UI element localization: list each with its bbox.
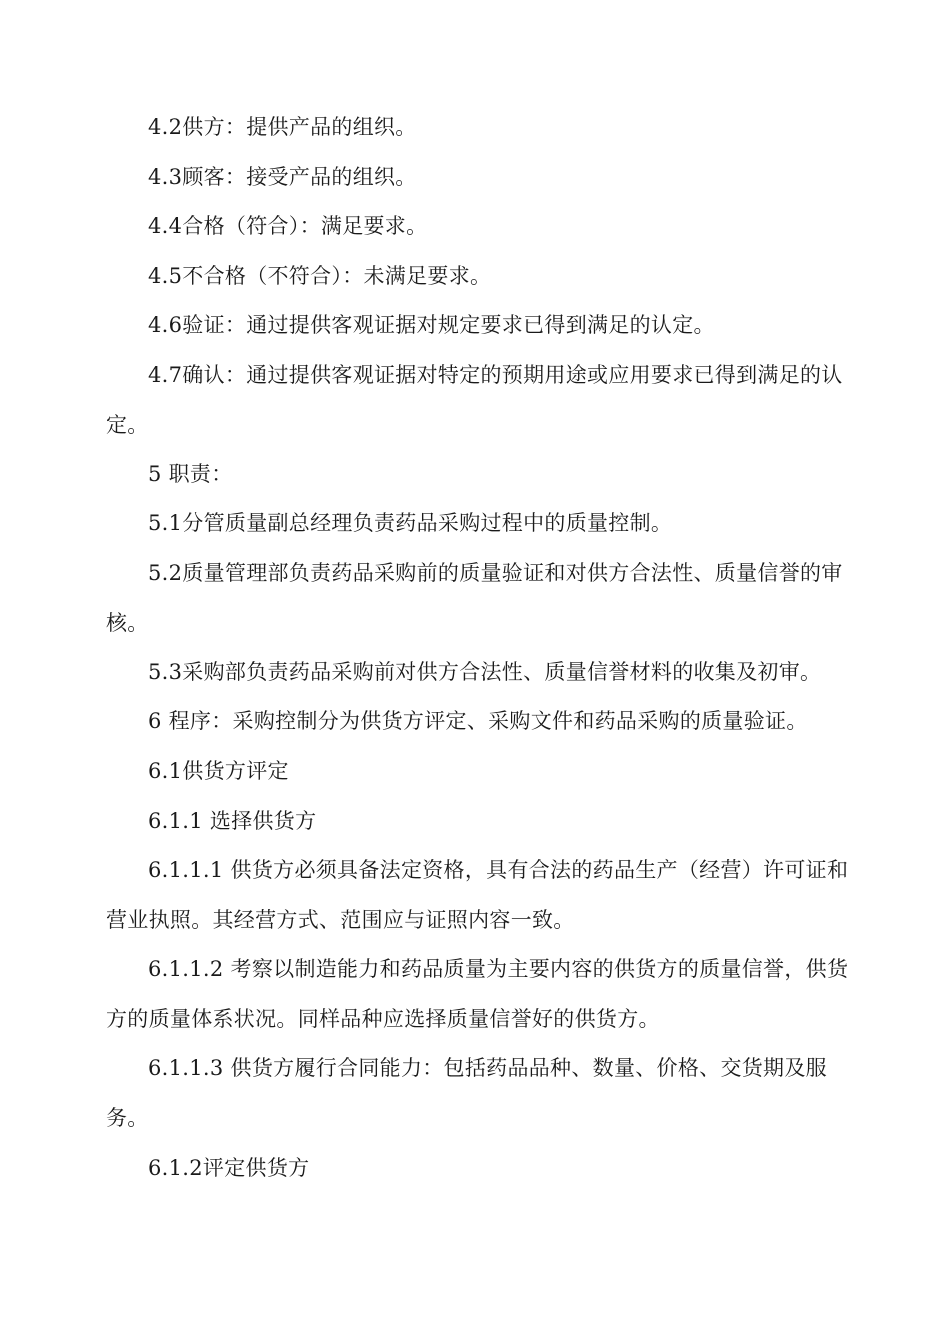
paragraph-6-1-1-3: 6.1.1.3 供货方履行合同能力：包括药品品种、数量、价格、交货期及服务。 (106, 1056, 827, 1130)
paragraph-4-5: 4.5不合格（不符合）：未满足要求。 (148, 264, 492, 288)
paragraph-4-2: 4.2供方：提供产品的组织。 (148, 115, 417, 139)
paragraph-5-2: 5.2质量管理部负责药品采购前的质量验证和对供方合法性、质量信誉的审核。 (106, 561, 843, 635)
section-5-heading: 5 职责： (148, 462, 233, 486)
paragraph-4-6: 4.6验证：通过提供客观证据对规定要求已得到满足的认定。 (148, 313, 715, 337)
paragraph-4-7: 4.7确认：通过提供客观证据对特定的预期用途或应用要求已得到满足的认定。 (106, 363, 843, 437)
paragraph-5-3: 5.3采购部负责药品采购前对供方合法性、质量信誉材料的收集及初审。 (148, 660, 822, 684)
section-6-heading: 6 程序：采购控制分为供货方评定、采购文件和药品采购的质量验证。 (148, 709, 808, 733)
paragraph-6-1-1-2: 6.1.1.2 考察以制造能力和药品质量为主要内容的供货方的质量信誉，供货方的质量体系状况。同样品种应选择质量信誉好的供货方。 (106, 957, 849, 1031)
paragraph-5-1: 5.1分管质量副总经理负责药品采购过程中的质量控制。 (148, 511, 673, 535)
paragraph-6-1-2: 6.1.2评定供货方 (148, 1156, 310, 1180)
paragraph-4-4: 4.4合格（符合）：满足要求。 (148, 214, 428, 238)
paragraph-6-1: 6.1供货方评定 (148, 759, 289, 783)
paragraph-6-1-1: 6.1.1 选择供货方 (148, 809, 317, 833)
paragraph-4-3: 4.3顾客：接受产品的组织。 (148, 165, 417, 189)
paragraph-6-1-1-1: 6.1.1.1 供货方必须具备法定资格，具有合法的药品生产（经营）许可证和营业执照。其经营方式、范围应与证照内容一致。 (106, 858, 849, 932)
